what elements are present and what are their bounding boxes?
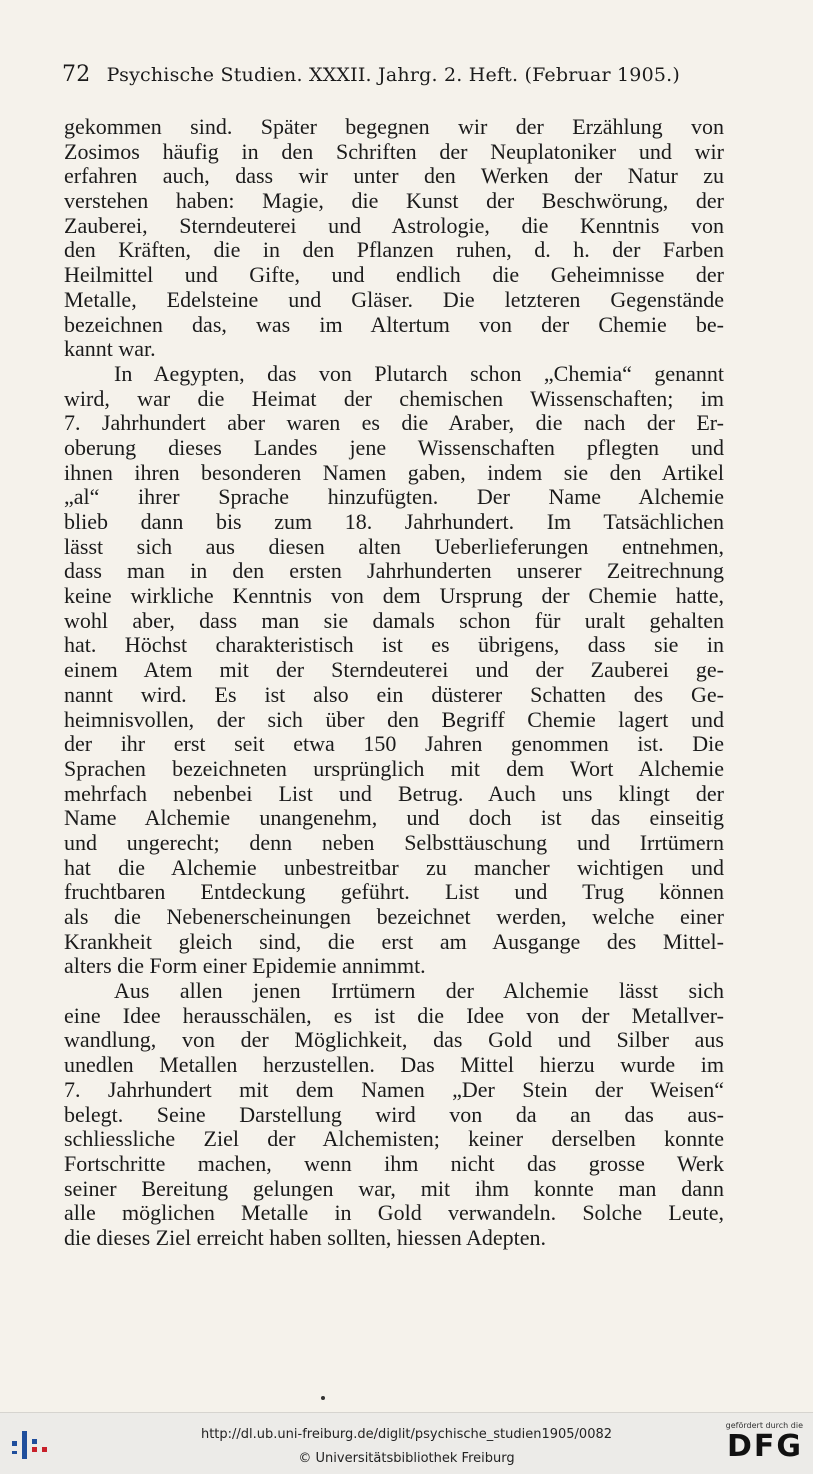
text-line: seiner Bereitung gelungen war, mit ihm konnte man dann <box>64 1175 724 1201</box>
article-body <box>64 115 724 1251</box>
text-line: mehrfach nebenbei List und Betrug. Auch uns klingt der <box>64 780 724 806</box>
text-line: oberung dieses Landes jene Wissenschaften pflegten und <box>64 434 724 460</box>
text-line: den Kräften, die in den Pflanzen ruhen, d. h. der Farben <box>64 237 724 263</box>
text-line: Zosimos häufig in den Schriften der Neuplatoniker und wir <box>64 138 724 164</box>
text-line: heimnisvollen, der sich über den Begriff Chemie lagert und <box>64 706 724 732</box>
text-line: der ihr erst seit etwa 150 Jahren genommen ist. Die <box>64 731 724 757</box>
text-line: alters die Form einer Epidemie annimmt. <box>64 953 426 979</box>
text-line: Krankheit gleich sind, die erst am Ausgange des Mittel- <box>64 928 724 954</box>
viewer-footer <box>0 1412 813 1474</box>
text-line: hat die Alchemie unbestreitbar zu mancher wichtigen und <box>64 854 724 880</box>
text-line: gekommen sind. Später begegnen wir der Erzählung von <box>64 114 724 139</box>
text-line: erfahren auch, dass wir unter den Werken der Natur zu <box>64 163 724 189</box>
text-line: bezeichnen das, was im Altertum von der Chemie be- <box>64 311 724 337</box>
text-line: wird, war die Heimat der chemischen Wissenschaften; im <box>64 385 724 411</box>
text-line: wohl aber, dass man sie damals schon für uralt gehalten <box>64 607 724 633</box>
text-line: und ungerecht; denn neben Selbsttäuschung und Irrtümern <box>64 829 724 855</box>
text-line: alle möglichen Metalle in Gold verwandeln. Solche Leute, <box>64 1200 724 1226</box>
text-line: fruchtbaren Entdeckung geführt. List und Trug können <box>64 879 724 905</box>
text-line: Sprachen bezeichneten ursprünglich mit dem Wort Alchemie <box>64 755 724 781</box>
print-speck <box>321 1396 325 1400</box>
text-line: Name Alchemie unangenehm, und doch ist das einseitig <box>64 805 724 831</box>
text-line: 7. Jahrhundert aber waren es die Araber, die nach der Er- <box>64 410 724 436</box>
page-number: 72 <box>62 62 91 87</box>
dfg-logo <box>713 1421 803 1469</box>
text-line: wandlung, von der Möglichkeit, das Gold und Silber aus <box>64 1027 724 1053</box>
dfg-mark: DFG <box>726 1429 803 1464</box>
running-title: Psychische Studien. XXXII. Jahrg. 2. Heft. (Februar 1905.) <box>106 64 681 86</box>
dfg-tagline: gefördert durch die <box>725 1421 803 1430</box>
text-line: einem Atem mit der Sterndeuterei und der Zauberei ge- <box>64 657 724 683</box>
text-line: Heilmittel und Gifte, und endlich die Geheimnisse der <box>64 262 724 288</box>
text-line: Fortschritte machen, wenn ihm nicht das grosse Werk <box>64 1150 724 1176</box>
text-line: unedlen Metallen herzustellen. Das Mittel hierzu wurde im <box>64 1052 724 1078</box>
text-line: dass man in den ersten Jahrhunderten unserer Zeitrechnung <box>64 558 724 584</box>
source-url-link[interactable]: http://dl.ub.uni-freiburg.de/diglit/psychische_studien1905/0082 <box>200 1427 613 1442</box>
text-line: belegt. Seine Darstellung wird von da an das aus- <box>64 1101 724 1127</box>
text-line: eine Idee herausschälen, es ist die Idee von der Metallver- <box>64 1002 724 1028</box>
running-header <box>62 62 722 92</box>
text-line: lässt sich aus diesen alten Ueberlieferungen entnehmen, <box>64 533 724 559</box>
text-line: ihnen ihren besonderen Namen gaben, indem sie den Artikel <box>64 459 724 485</box>
text-line: verstehen haben: Magie, die Kunst der Beschwörung, der <box>64 188 724 214</box>
text-line: schliessliche Ziel der Alchemisten; keiner derselben konnte <box>64 1126 724 1152</box>
text-line: Aus allen jenen Irrtümern der Alchemie lässt sich <box>114 978 724 1004</box>
text-line: blieb dann bis zum 18. Jahrhundert. Im Tatsächlichen <box>64 509 724 534</box>
text-line: „al“ ihrer Sprache hinzufügten. Der Name Alchemie <box>64 484 724 510</box>
text-line: In Aegypten, das von Plutarch schon „Chemia“ genannt <box>114 360 724 386</box>
text-line: Zauberei, Sterndeuterei und Astrologie, die Kenntnis von <box>64 212 724 238</box>
text-line: kannt war. <box>64 336 156 362</box>
text-line: die dieses Ziel erreicht haben sollten, hiessen Adepten. <box>64 1224 547 1250</box>
text-line: nannt wird. Es ist also ein düsterer Schatten des Ge- <box>64 681 724 707</box>
copyright-notice: © Universitätsbibliothek Freiburg <box>298 1451 515 1466</box>
text-line: keine wirkliche Kenntnis von dem Ursprung der Chemie hatte, <box>64 583 724 609</box>
text-line: Metalle, Edelsteine und Gläser. Die letzteren Gegenstände <box>64 286 724 312</box>
text-line: als die Nebenerscheinungen bezeichnet werden, welche einer <box>64 904 724 929</box>
text-line: 7. Jahrhundert mit dem Namen „Der Stein der Weisen“ <box>64 1076 724 1102</box>
text-line: hat. Höchst charakteristisch ist es übrigens, dass sie in <box>64 632 724 658</box>
